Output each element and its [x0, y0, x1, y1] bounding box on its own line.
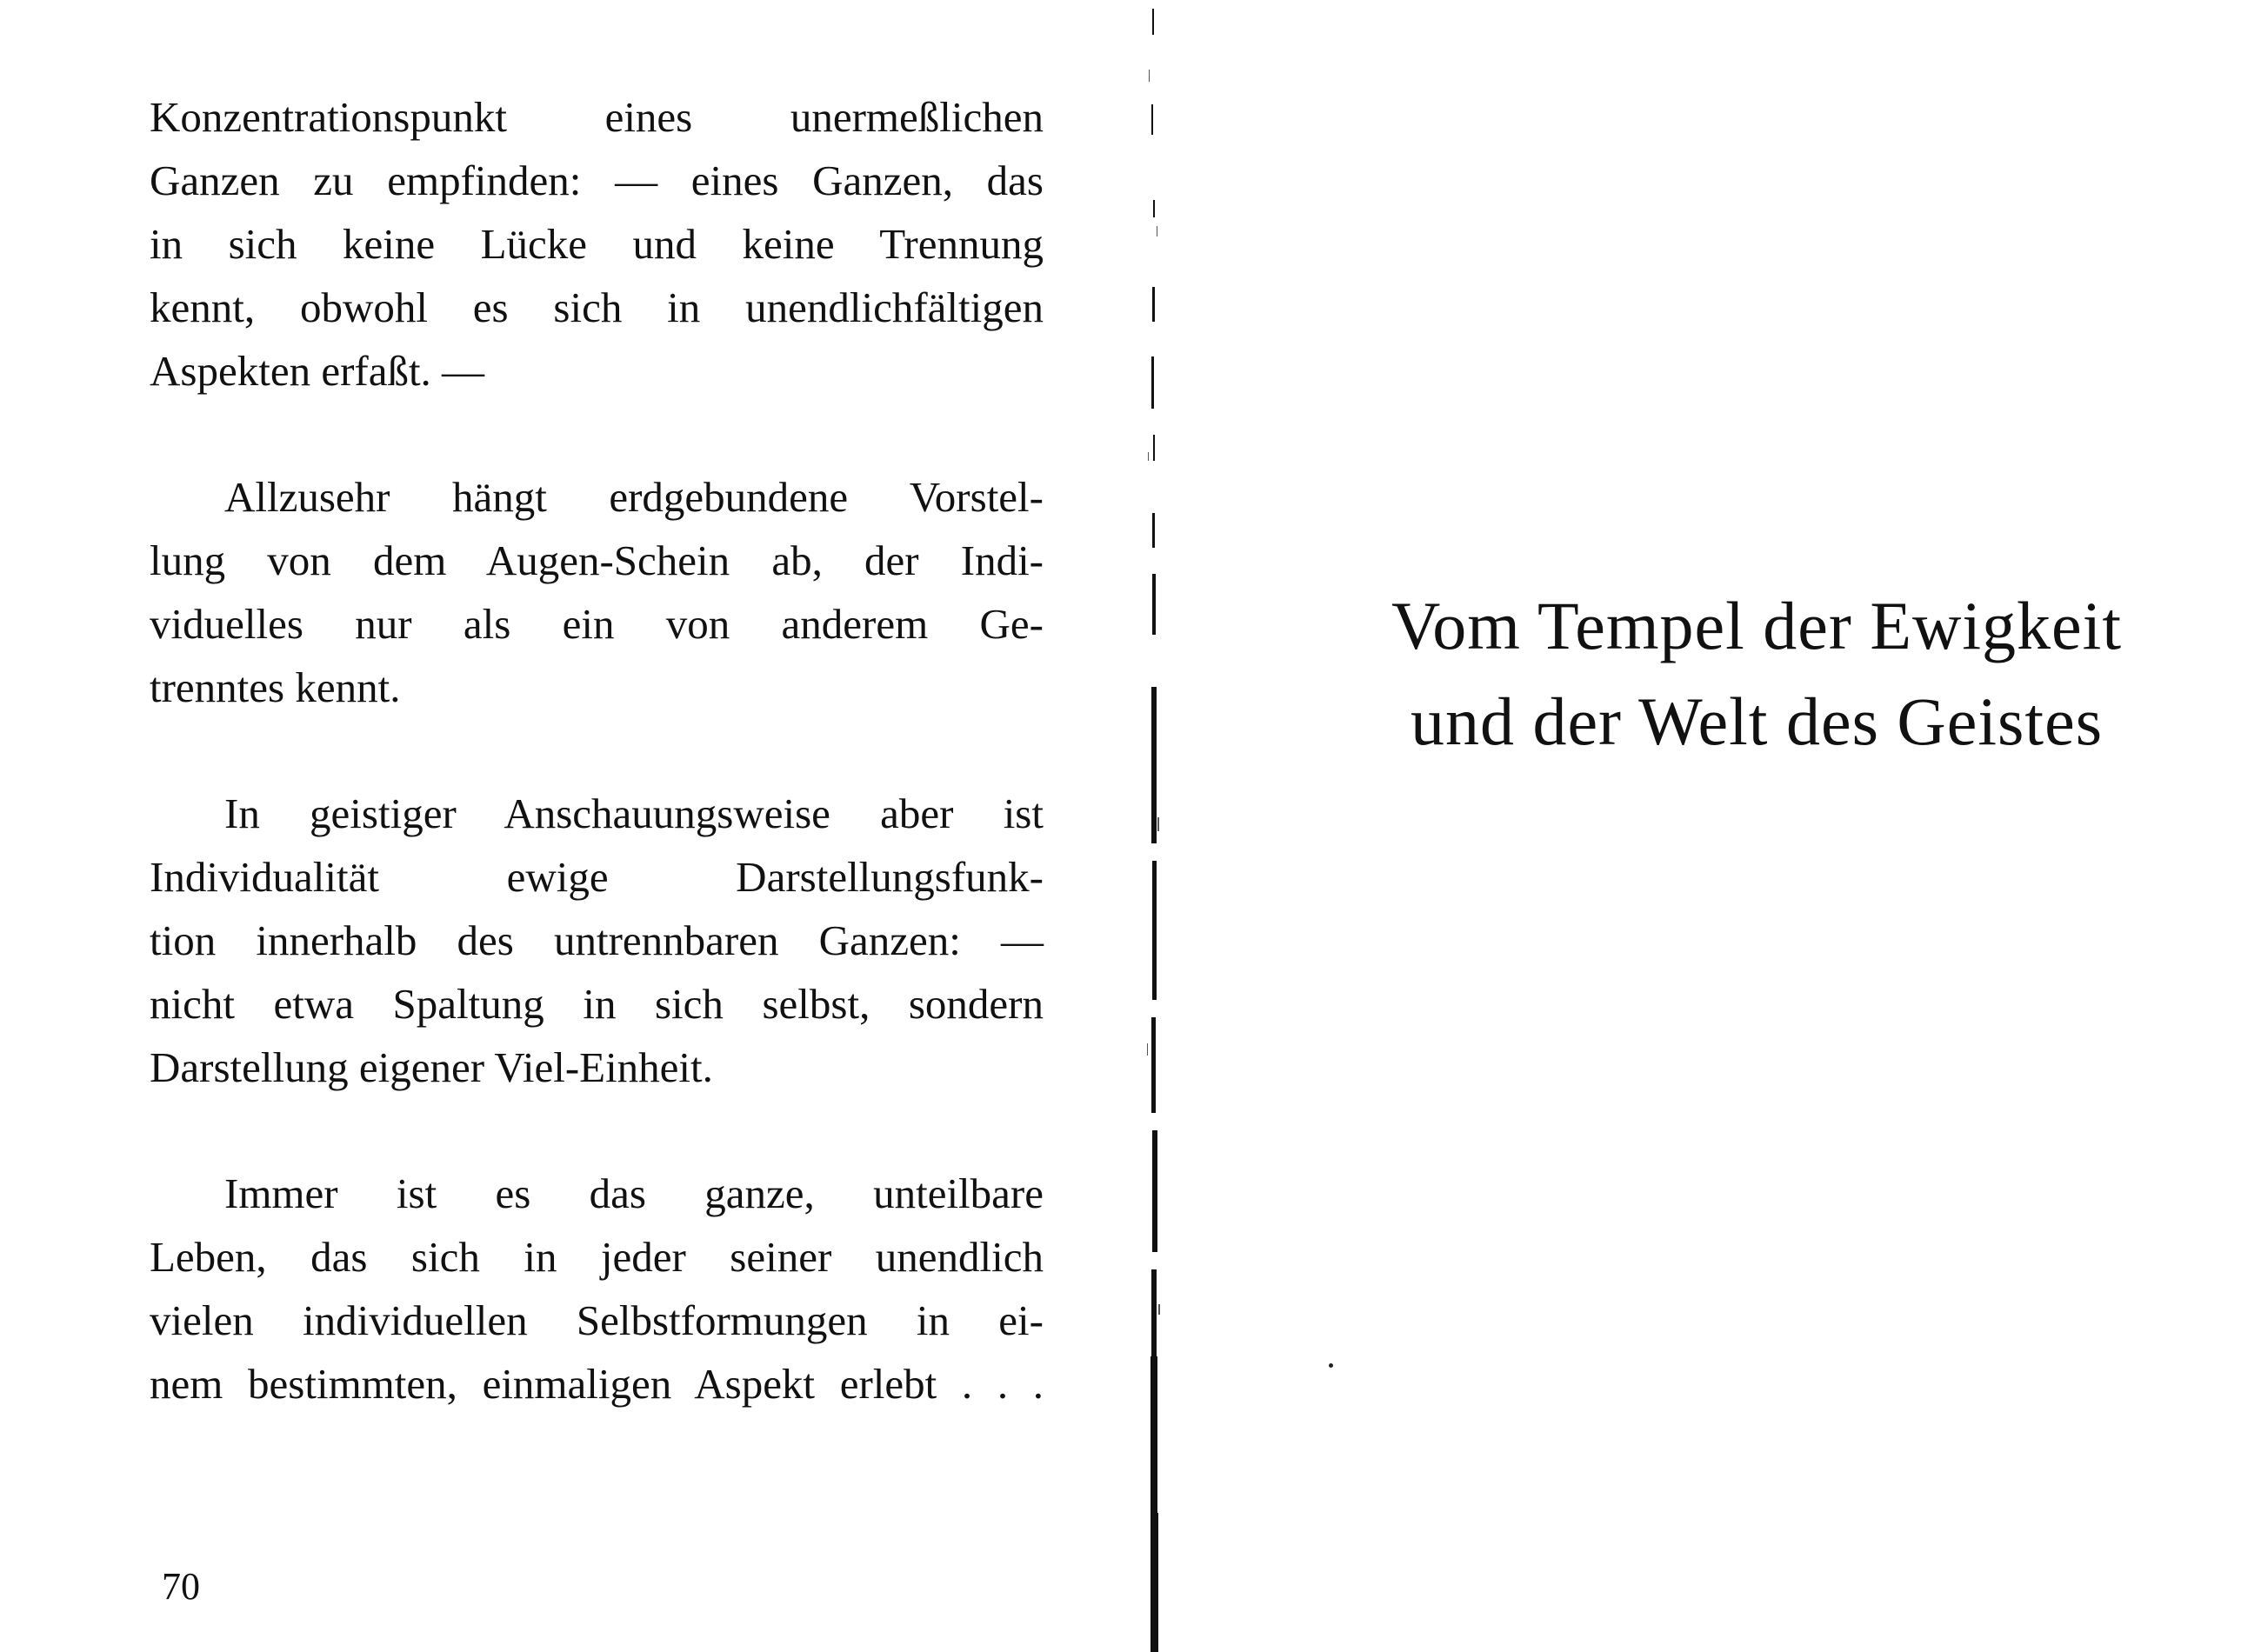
- text-line: Aspekten erfaßt. —: [150, 347, 485, 395]
- text-line: nem bestimmten, einmaligen Aspekt erlebt . . .: [150, 1360, 1044, 1408]
- paragraph-2: [150, 465, 1044, 719]
- ink-speck: [1329, 1363, 1333, 1368]
- chapter-title-line: und der Welt des Geistes: [1410, 683, 2104, 759]
- paragraph-1: [150, 85, 1044, 403]
- text-line: Immer ist es das ganze, unteilbare: [224, 1169, 1044, 1217]
- text-line: vielen individuellen Selbstformungen in ei-: [150, 1296, 1044, 1344]
- text-line: tion innerhalb des untrennbaren Ganzen: —: [150, 916, 1044, 964]
- paragraph-4: [150, 1162, 1044, 1416]
- text-line: Allzusehr hängt erdgebundene Vorstel-: [224, 473, 1044, 521]
- text-line: in sich keine Lücke und keine Trennung: [150, 220, 1044, 268]
- text-line: Ganzen zu empfinden: — eines Ganzen, das: [150, 157, 1044, 204]
- text-line: Konzentrationspunkt eines unermeßlichen: [150, 93, 1044, 141]
- chapter-title: [1296, 578, 2218, 769]
- text-line: viduelles nur als ein von anderem Ge-: [150, 600, 1044, 648]
- chapter-title-line: Vom Tempel der Ewigkeit: [1391, 588, 2123, 663]
- right-page: [1174, 0, 2261, 1652]
- text-line: In geistiger Anschauungsweise aber ist: [224, 789, 1044, 837]
- text-line: Leben, das sich in jeder seiner unendlich: [150, 1233, 1044, 1281]
- book-gutter-shadow: [1126, 0, 1178, 1652]
- text-line: trenntes kennt.: [150, 663, 401, 711]
- text-line: Individualität ewige Darstellungsfunk-: [150, 853, 1044, 901]
- text-line: kennt, obwohl es sich in unendlichfältigen: [150, 283, 1044, 331]
- paragraph-3: [150, 782, 1044, 1099]
- page-number: 70: [162, 1565, 200, 1608]
- text-line: nicht etwa Spaltung in sich selbst, sondern: [150, 980, 1044, 1028]
- text-line: Darstellung eigener Viel-Einheit.: [150, 1043, 713, 1091]
- text-line: lung von dem Augen-Schein ab, der Indi-: [150, 536, 1044, 584]
- body-text: [150, 85, 1044, 1478]
